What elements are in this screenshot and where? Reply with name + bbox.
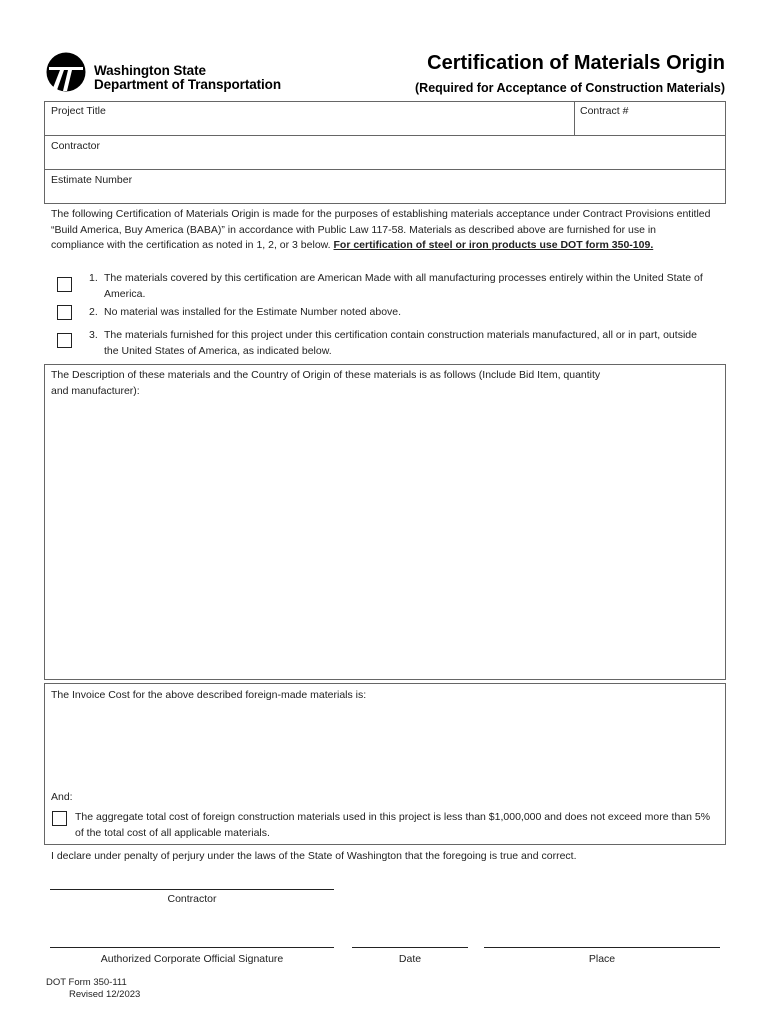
description-label-line-2: and manufacturer): — [51, 384, 140, 397]
declaration-text: I declare under penalty of perjury under the laws of the State of Washington that the foregoing is true and correct. — [51, 850, 577, 862]
agency-line-1: Washington State — [94, 63, 206, 78]
place-line[interactable] — [484, 947, 720, 948]
form-number: DOT Form 350-111 — [46, 977, 127, 988]
contract-number-label: Contract # — [580, 105, 629, 117]
contractor-label: Contractor — [51, 140, 101, 152]
revised-date: Revised 12/2023 — [69, 989, 141, 1000]
steel-iron-form-link[interactable]: For certification of steel or iron products use DOT form 350-109. — [333, 239, 654, 251]
page-subtitle: (Required for Acceptance of Construction Materials) — [415, 81, 725, 95]
aggregate-cost-checkbox[interactable] — [52, 811, 67, 826]
description-label — [51, 368, 600, 399]
option-2-text: No material was installed for the Estimate Number noted above. — [104, 306, 402, 318]
estimate-number-label: Estimate Number — [51, 174, 133, 186]
agency-name — [94, 64, 281, 92]
option-1-checkbox[interactable] — [57, 277, 72, 292]
project-title-field[interactable] — [44, 101, 575, 136]
official-signature-caption: Authorized Corporate Official Signature — [100, 953, 284, 965]
contractor-signature-caption: Contractor — [167, 893, 217, 905]
option-3-checkbox[interactable] — [57, 333, 72, 348]
intro-text: The following Certification of Materials Origin is made for the purposes of establishing materials acceptance under Contract Provisions entitled “Build America, Buy America (BABA)” in accordance with Public Law 117-58. Materials as described above are furnished for use in compliance with the certification as noted in 1, 2, or 3 below. — [51, 208, 711, 251]
contract-number-field[interactable] — [574, 101, 726, 136]
estimate-number-field[interactable] — [44, 169, 726, 204]
official-signature-line[interactable] — [50, 947, 334, 948]
option-2 — [89, 305, 714, 321]
invoice-cost-label: The Invoice Cost for the above described foreign-made materials is: — [51, 689, 367, 701]
option-3-number: 3. — [89, 329, 98, 341]
invoice-cost-field[interactable] — [44, 683, 726, 845]
contractor-signature-line[interactable] — [50, 889, 334, 890]
description-field[interactable] — [44, 364, 726, 680]
agency-line-2: Department of Transportation — [94, 77, 281, 92]
wsdot-logo-icon — [46, 52, 86, 92]
option-2-checkbox[interactable] — [57, 305, 72, 320]
date-caption: Date — [398, 953, 422, 965]
option-2-number: 2. — [89, 306, 98, 318]
page-title: Certification of Materials Origin — [427, 52, 725, 74]
description-label-line-1: The Description of these materials and the Country of Origin of these materials is as follows (Include Bid Item, quantity — [51, 369, 601, 381]
option-3-text: The materials furnished for this project under this certification contain construction materials manufactured, all or in part, outside the United States of America, as indicated below. — [104, 329, 697, 357]
option-1-number: 1. — [89, 272, 98, 284]
project-title-label: Project Title — [51, 105, 106, 117]
aggregate-cost-text: The aggregate total cost of foreign construction materials used in this project is less than $1,000,000 and does not exceed more than 5% of the total cost of all applicable materials. — [75, 811, 711, 839]
and-label: And: — [51, 791, 73, 803]
option-3 — [89, 328, 714, 359]
option-1-text: The materials covered by this certification are American Made with all manufacturing processes entirely within the United State of America. — [104, 272, 703, 300]
date-line[interactable] — [352, 947, 468, 948]
intro-paragraph — [51, 207, 711, 254]
place-caption: Place — [588, 953, 616, 965]
contractor-field[interactable] — [44, 135, 726, 170]
option-1 — [89, 271, 714, 302]
